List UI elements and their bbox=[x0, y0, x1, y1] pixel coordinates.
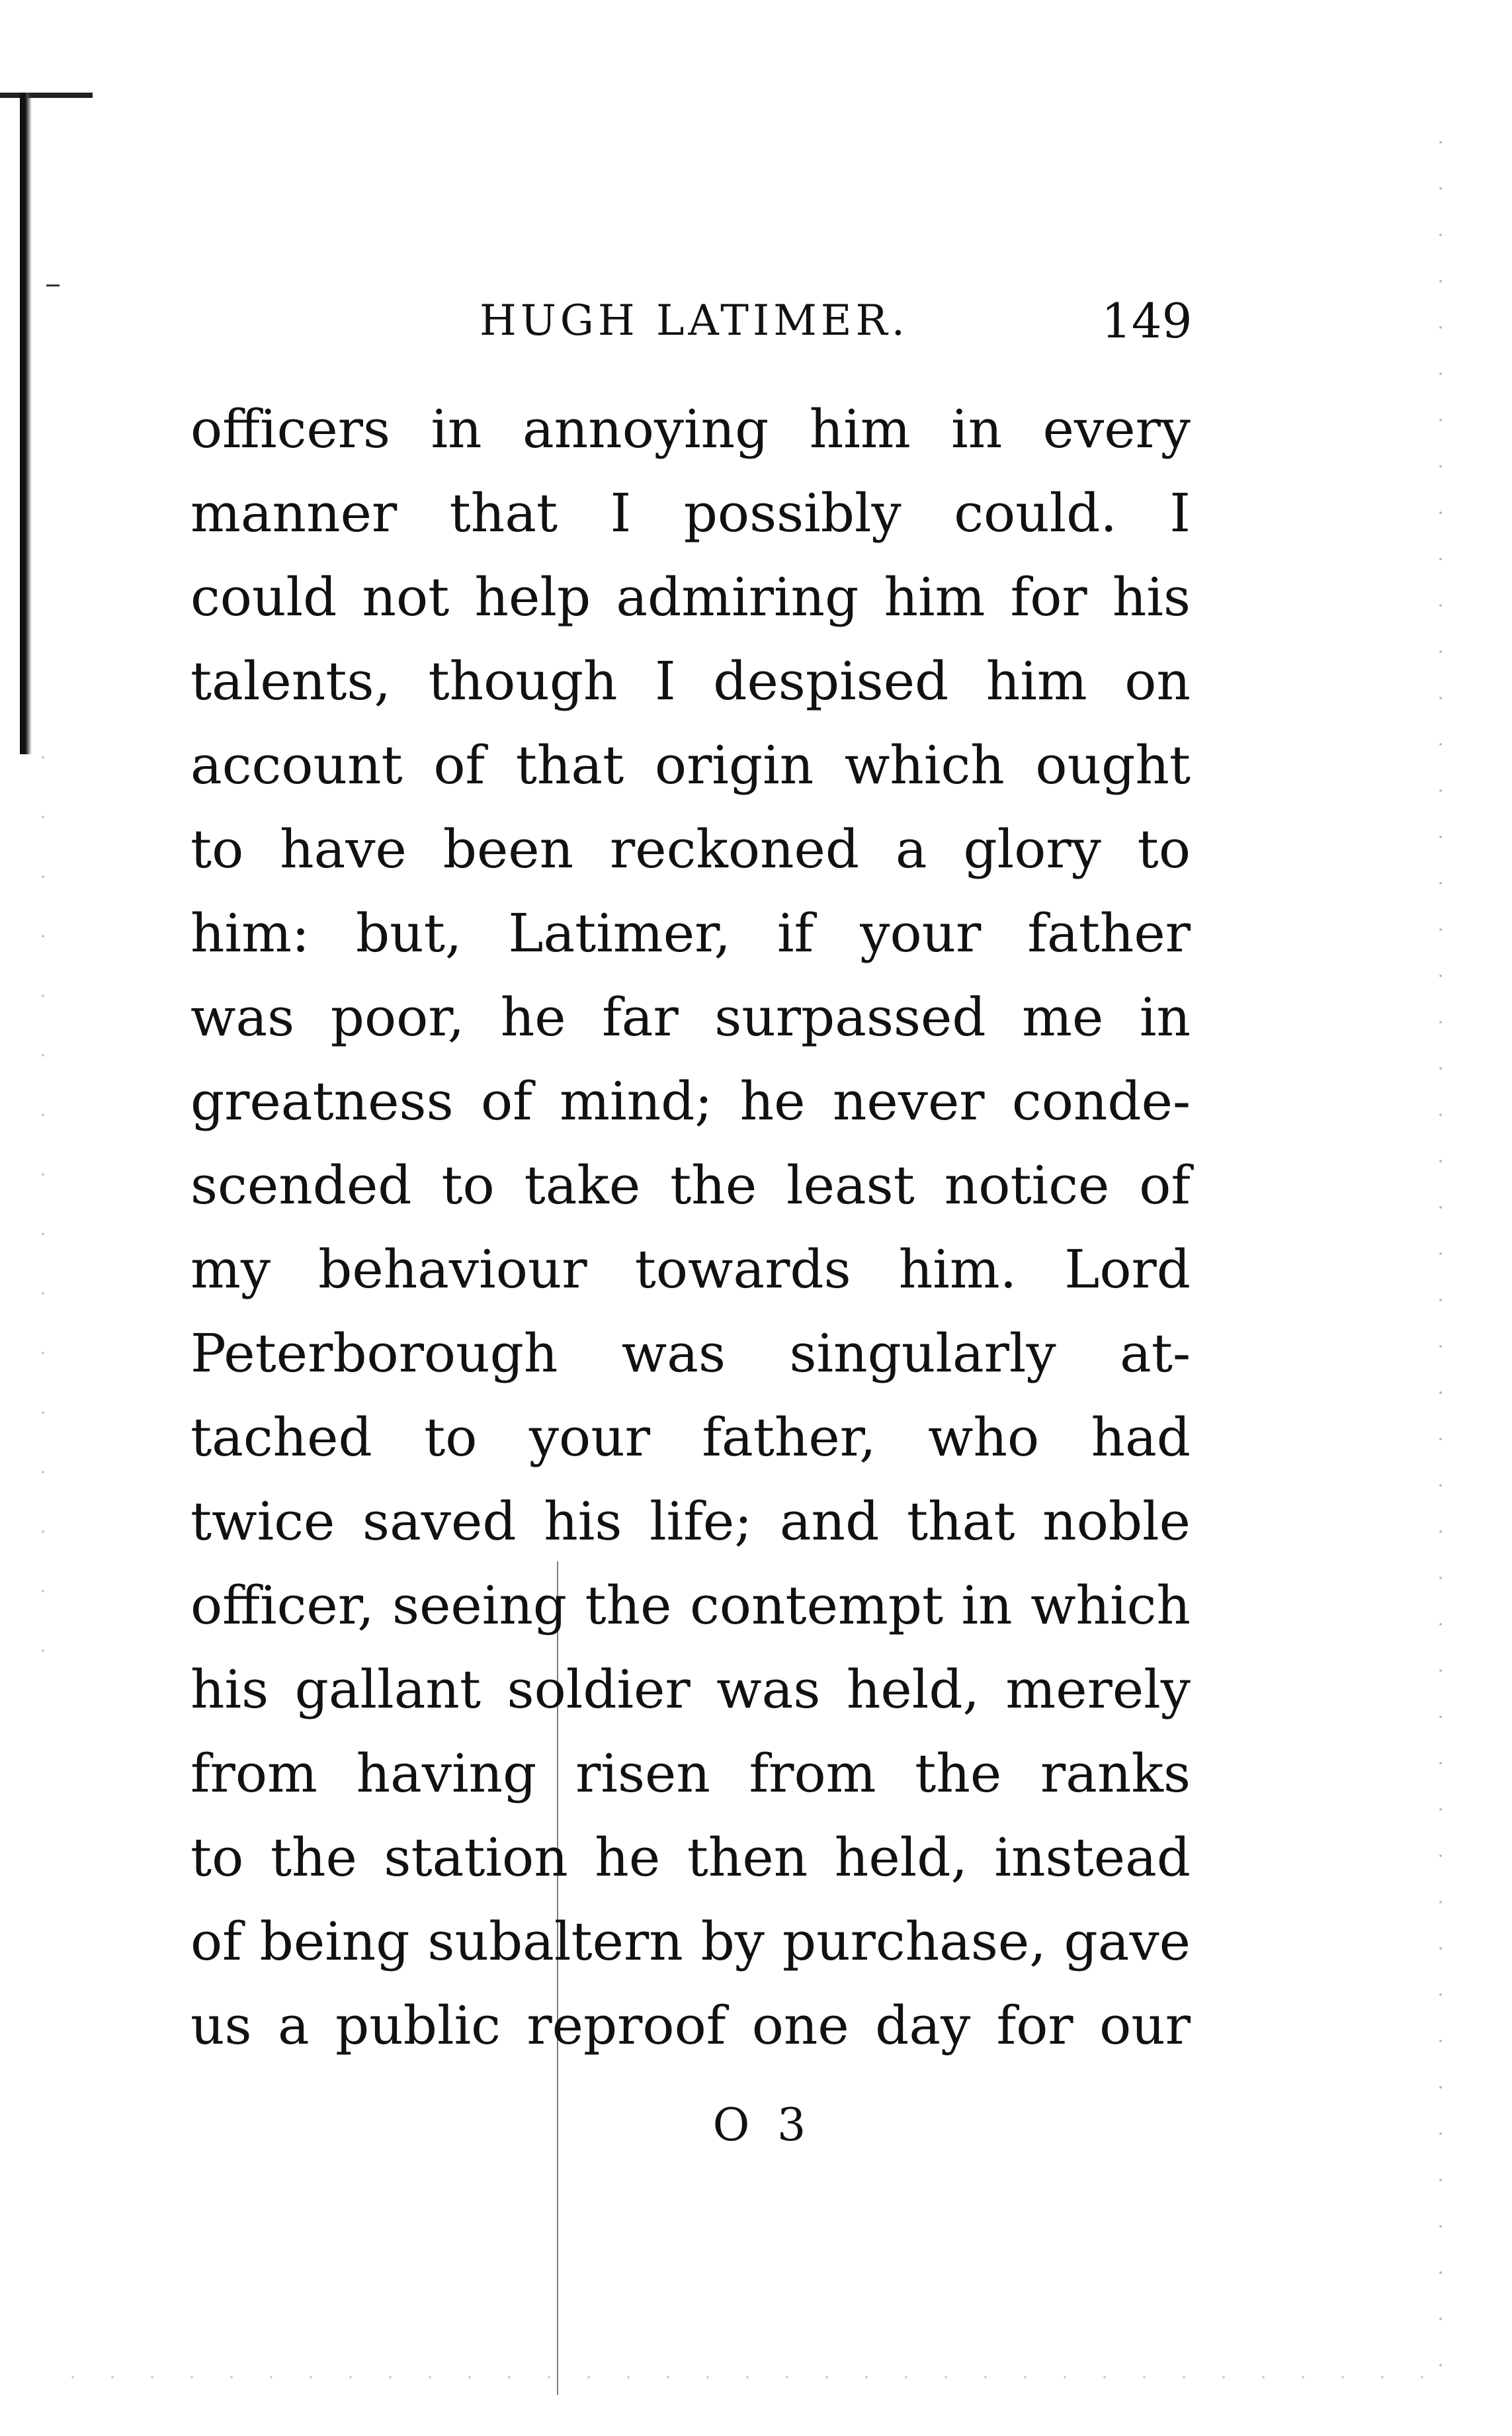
scan-binding-edge bbox=[20, 93, 32, 754]
running-title: HUGH LATIMER. bbox=[480, 296, 909, 345]
text-line: his gallant soldier was held, merely bbox=[190, 1659, 1191, 1720]
text-line: to have been reckoned a glory to bbox=[190, 818, 1191, 880]
text-line: twice saved his life; and that noble bbox=[190, 1491, 1191, 1552]
scan-mark bbox=[46, 284, 60, 286]
text-line: manner that I possibly could. I bbox=[190, 482, 1191, 544]
text-line: greatness of mind; he never conde- bbox=[190, 1070, 1191, 1132]
scan-speckle-left bbox=[41, 728, 45, 1654]
text-line: officers in annoying him in every bbox=[190, 398, 1191, 460]
text-line: scended to take the least notice of bbox=[190, 1154, 1191, 1216]
scan-speckle-right bbox=[1439, 119, 1443, 2369]
text-line: talents, though I despised him on bbox=[190, 650, 1191, 712]
signature-mark: O 3 bbox=[712, 2099, 813, 2152]
page-number: 149 bbox=[1101, 293, 1193, 349]
text-line: from having risen from the ranks bbox=[190, 1743, 1191, 1804]
text-line: officer, seeing the contempt in which bbox=[190, 1575, 1191, 1636]
text-line: tached to your father, who had bbox=[190, 1407, 1191, 1468]
text-line: us a public reproof one day for our bbox=[190, 1995, 1191, 2056]
text-line: my behaviour towards him. Lord bbox=[190, 1239, 1191, 1300]
text-line: could not help admiring him for his bbox=[190, 566, 1191, 628]
text-line: to the station he then held, instead bbox=[190, 1827, 1191, 1888]
scan-speckle-bottom bbox=[53, 2375, 1442, 2379]
body-text bbox=[190, 387, 1191, 2067]
scan-binding-edge-top bbox=[0, 93, 93, 98]
text-line: him: but, Latimer, if your father bbox=[190, 902, 1191, 964]
text-line: Peterborough was singularly at- bbox=[190, 1323, 1191, 1384]
text-line: of being subaltern by purchase, gave bbox=[190, 1911, 1191, 1972]
running-head bbox=[0, 291, 1512, 351]
text-line: account of that origin which ought bbox=[190, 734, 1191, 796]
text-line: was poor, he far surpassed me in bbox=[190, 986, 1191, 1048]
